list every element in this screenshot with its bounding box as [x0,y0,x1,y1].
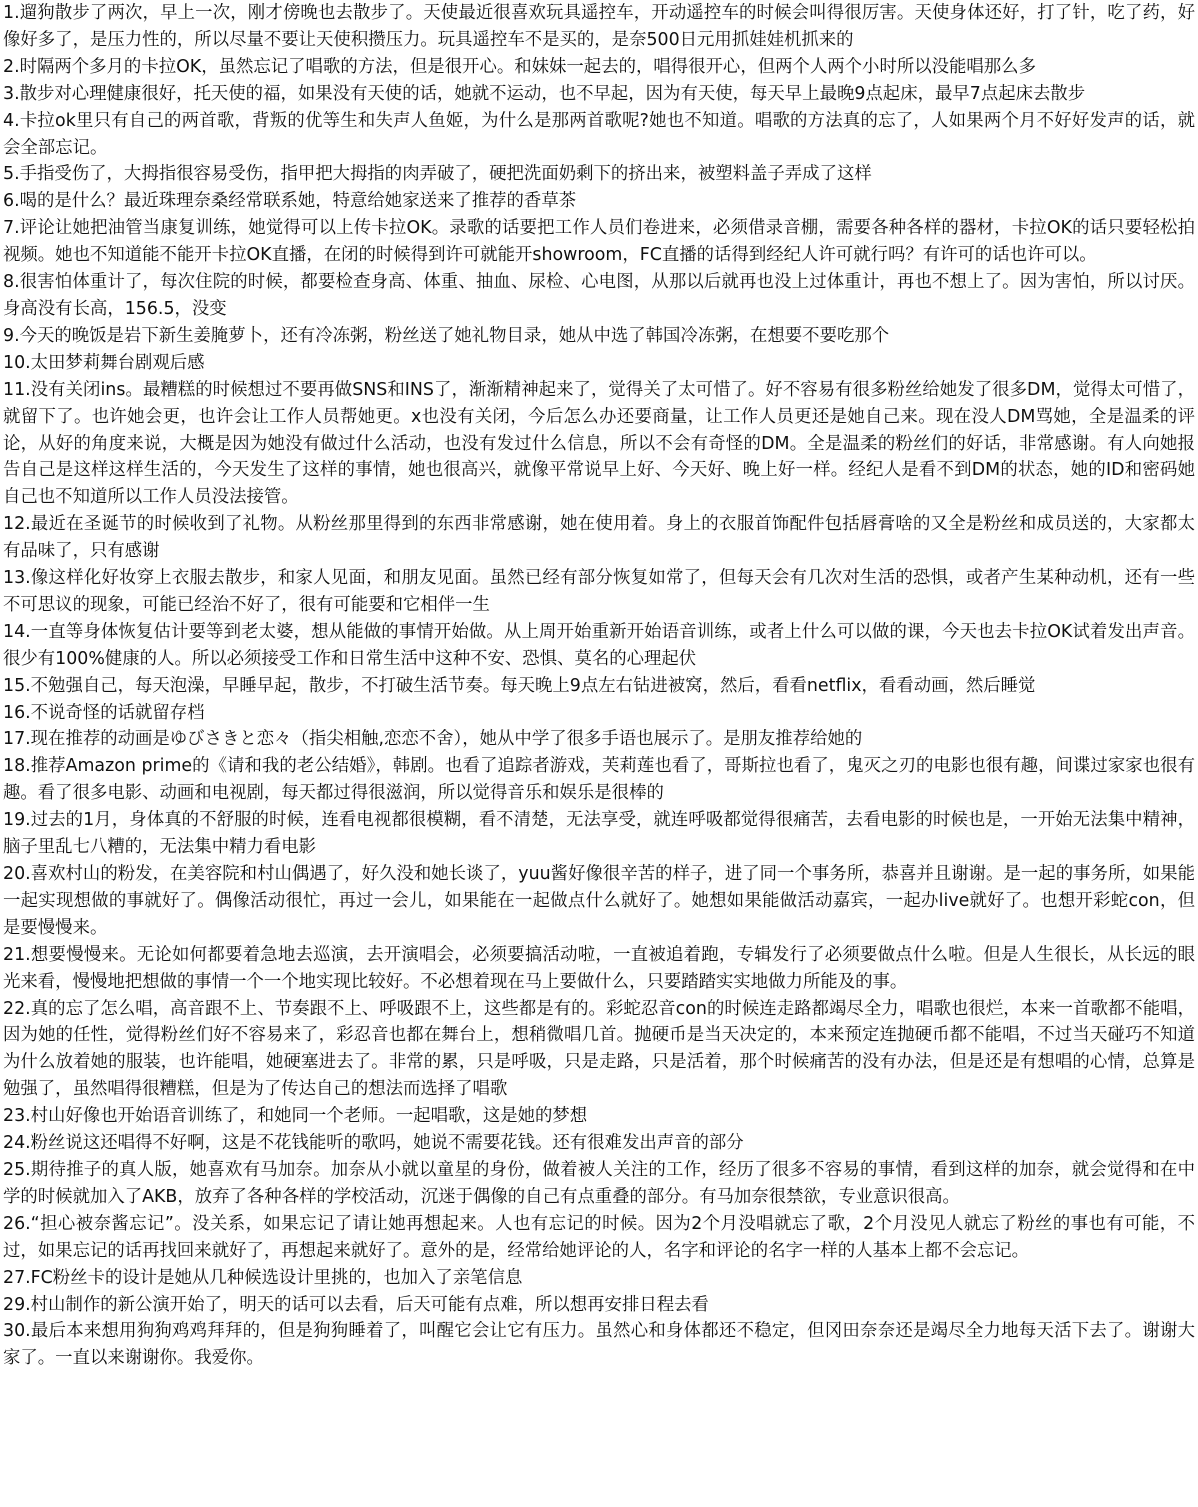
note-item: 15.不勉强自己，每天泡澡，早睡早起，散步，不打破生活节奏。每天晚上9点左右钻进被窝，然后，看看netflix，看看动画，然后睡觉 [3,675,1036,696]
note-item: 12.最近在圣诞节的时候收到了礼物。从粉丝那里得到的东西非常感谢，她在使用着。身上的衣服首饰配件包括唇膏啥的又全是粉丝和成员送的，大家都太有品味了，只有感谢 [3,514,1195,562]
note-item: 13.像这样化好妆穿上衣服去散步，和家人见面，和朋友见面。虽然已经有部分恢复如常了，但每天会有几次对生活的恐惧，或者产生某种动机，还有一些不可思议的现象，可能已经治不好了，很有可能要和它相伴一生 [3,568,1195,615]
note-item: 7.评论让她把油管当康复训练，她觉得可以上传卡拉OK。录歌的话要把工作人员们卷进来，必须借录音棚，需要各种各样的器材，卡拉OK的话只要轻松拍视频。她也不知道能不能开卡拉OK直播，在闭的时候得到许可就能开showroom，FC直播的话得到经纪人许可就行吗？有许可的话也许可以。 [3,218,1195,266]
note-item: 24.粉丝说这还唱得不好啊，这是不花钱能听的歌吗，她说不需要花钱。还有很难发出声音的部分 [3,1133,744,1154]
note-item: 23.村山好像也开始语音训练了，和她同一个老师。一起唱歌，这是她的梦想 [3,1106,588,1127]
note-item: 20.喜欢村山的粉发，在美容院和村山偶遇了，好久没和她长谈了，yuu酱好像很辛苦的样子，进了同一个事务所，恭喜并且谢谢。是一起的事务所，如果能一起实现想做的事就好了。偶像活动很忙，再过一会儿，如果能在一起做点什么就好了。她想如果能做活动嘉宾，一起办live就好了。也想开彩蛇con，但是要慢慢来。 [3,864,1195,938]
note-item: 21.想要慢慢来。无论如何都要着急地去巡演，去开演唱会，必须要搞活动啦，一直被追着跑，专辑发行了必须要做点什么啦。但是人生很长，从长远的眼光来看，慢慢地把想做的事情一个一个地实现比较好。不必想着现在马上要做什么，只要踏踏实实地做力所能及的事。 [3,944,1195,992]
note-item: 2.时隔两个多月的卡拉OK，虽然忘记了唱歌的方法，但是很开心。和妹妹一起去的，唱得很开心，但两个人两个小时所以没能唱那么多 [3,56,1036,77]
note-item: 18.推荐Amazon prime的《请和我的老公结婚》，韩剧。也看了追踪者游戏，芙莉莲也看了，哥斯拉也看了，鬼灭之刃的电影也很有趣，间谍过家家也很有趣。看了很多电影、动画和电视剧，每天都过得很滋润，所以觉得音乐和娱乐是很棒的 [3,756,1195,804]
note-item: 11.没有关闭ins。最糟糕的时候想过不要再做SNS和INS了，渐渐精神起来了，觉得关了太可惜了。好不容易有很多粉丝给她发了很多DM，觉得太可惜了，就留下了。也许她会更，也许会让工作人员帮她更。x也没有关闭，今后怎么办还要商量，让工作人员更还是她自己来。现在没人DM骂她，全是温柔的评论，从好的角度来说，大概是因为她没有做过什么活动，也没有发过什么信息，所以不会有奇怪的DM。全是温柔的粉丝们的好话，非常感谢。有人向她报告自己是这样这样生活的，今天发生了这样的事情，她也很高兴，就像平常说早上好、今天好、晚上好一样。经纪人是看不到DM的状态，她的ID和密码她自己也不知道所以工作人员没法接管。 [3,379,1195,508]
note-item: 30.最后本来想用狗狗鸡鸡拜拜的，但是狗狗睡着了，叫醒它会让它有压力。虽然心和身体都还不稳定，但冈田奈奈还是竭尽全力地每天活下去了。谢谢大家了。一直以来谢谢你。我爱你。 [3,1321,1195,1369]
note-item: 17.现在推荐的动画是ゆびさきと恋々（指尖相触,恋恋不舍），她从中学了很多手语也展示了。是朋友推荐给她的 [3,729,863,750]
note-item: 3.散步对心理健康很好，托天使的福，如果没有天使的话，她就不运动，也不早起，因为有天使，每天早上最晚9点起床，最早7点起床去散步 [3,83,1086,104]
note-item: 6.喝的是什么？最近珠理奈桑经常联系她，特意给她家送来了推荐的香草茶 [3,191,577,212]
note-item: 9.今天的晚饭是岩下新生姜腌萝卜，还有冷冻粥，粉丝送了她礼物目录，她从中选了韩国冷冻粥，在想要不要吃那个 [3,325,890,346]
note-item: 26.“担心被奈酱忘记”。没关系，如果忘记了请让她再想起来。人也有忘记的时候。因为2个月没唱就忘了歌，2个月没见人就忘了粉丝的事也有可能，不过，如果忘记的话再找回来就好了，再想起来就好了。意外的是，经常给她评论的人，名字和评论的名字一样的人基本上都不会忘记。 [3,1213,1195,1261]
note-item: 5.手指受伤了，大拇指很容易受伤，指甲把大拇指的肉弄破了，硬把洗面奶剩下的挤出来，被塑料盖子弄成了这样 [3,164,872,185]
note-item: 10.太田梦莉舞台剧观后感 [3,352,205,373]
note-item: 1.遛狗散步了两次，早上一次，刚才傍晚也去散步了。天使最近很喜欢玩具遥控车，开动遥控车的时候会叫得很厉害。天使身体还好，打了针，吃了药，好像好多了，是压力性的，所以尽量不要让天使积攒压力。玩具遥控车不是买的，是奈500日元用抓娃娃机抓来的 [3,3,1195,50]
note-item: 27.FC粉丝卡的设计是她从几种候选设计里挑的，也加入了亲笔信息 [3,1267,523,1288]
note-item: 14.一直等身体恢复估计要等到老太婆，想从能做的事情开始做。从上周开始重新开始语音训练，或者上什么可以做的课，今天也去卡拉OK试着发出声音。很少有100%健康的人。所以必须接受工作和日常生活中这种不安、恐惧、莫名的心理起伏 [3,621,1195,669]
note-item: 22.真的忘了怎么唱，高音跟不上、节奏跟不上、呼吸跟不上，这些都是有的。彩蛇忍音con的时候连走路都竭尽全力，唱歌也很烂，本来一首歌都不能唱，因为她的任性，觉得粉丝们好不容易来了，彩忍音也都在舞台上，想稍微唱几首。抛硬币是当天决定的，本来预定连抛硬币都不能唱，不过当天碰巧不知道为什么放着她的服装，也许能唱，她硬塞进去了。非常的累，只是呼吸，只是走路，只是活着，那个时候痛苦的没有办法，但是还是有想唱的心情，总算是勉强了，虽然唱得很糟糕，但是为了传达自己的想法而选择了唱歌 [3,998,1195,1100]
note-item: 16.不说奇怪的话就留存档 [3,702,205,723]
note-item: 25.期待推子的真人版，她喜欢有马加奈。加奈从小就以童星的身份，做着被人关注的工作，经历了很多不容易的事情，看到这样的加奈，就会觉得和在中学的时候就加入了AKB，放弃了各种各样的学校活动，沉迷于偶像的自己有点重叠的部分。有马加奈很禁欲，专业意识很高。 [3,1159,1195,1207]
note-item: 8.很害怕体重计了，每次住院的时候，都要检查身高、体重、抽血、尿检、心电图，从那以后就再也没上过体重计，再也不想上了。因为害怕，所以讨厌。身高没有长高，156.5，没变 [3,272,1195,319]
notes-list [3,0,1195,1372]
note-item: 4.卡拉ok里只有自己的两首歌，背叛的优等生和失声人鱼姬，为什么是那两首歌呢?她也不知道。唱歌的方法真的忘了，人如果两个月不好好发声的话，就会全部忘记。 [3,110,1195,158]
note-item: 19.过去的1月，身体真的不舒服的时候，连看电视都很模糊，看不清楚，无法享受，就连呼吸都觉得很痛苦，去看电影的时候也是，一开始无法集中精神，脑子里乱七八糟的，无法集中精力看电影 [3,810,1195,858]
note-item: 29.村山制作的新公演开始了，明天的话可以去看，后天可能有点难，所以想再安排日程去看 [3,1294,709,1315]
